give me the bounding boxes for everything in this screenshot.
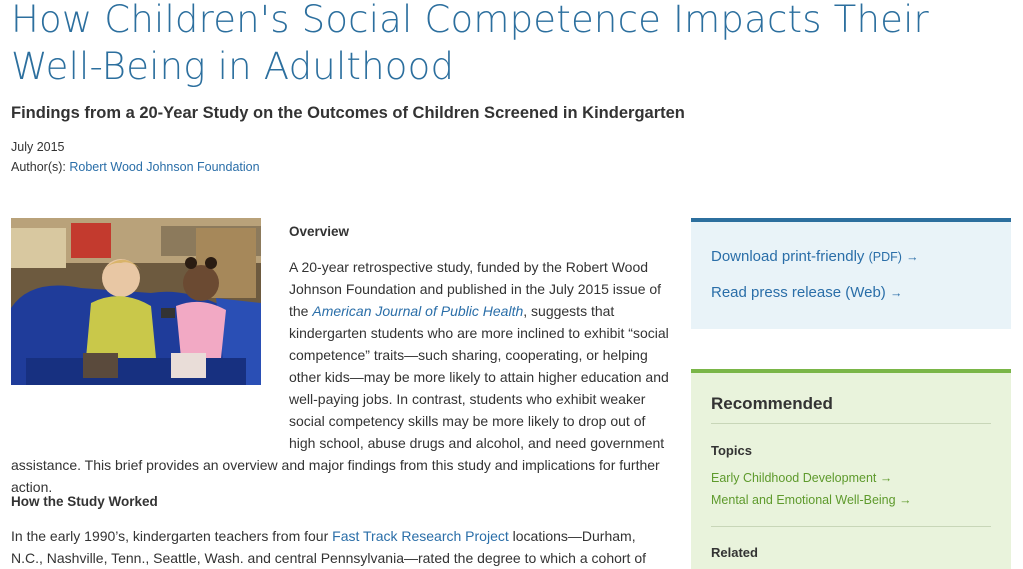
arrow-right-icon: →: [899, 493, 912, 507]
topics-label: Topics: [711, 443, 752, 458]
divider: [711, 526, 991, 527]
topic-link-early-childhood[interactable]: [711, 471, 892, 485]
topic-label: Early Childhood Development: [711, 471, 877, 485]
arrow-right-icon: →: [906, 250, 919, 264]
journal-link[interactable]: American Journal of Public Health: [312, 303, 524, 319]
topic-link-mental-wellbeing[interactable]: [711, 493, 912, 507]
download-format: (PDF): [868, 250, 902, 264]
fast-track-link[interactable]: Fast Track Research Project: [332, 528, 509, 544]
divider: [711, 423, 991, 424]
overview-heading: Overview: [289, 224, 350, 239]
overview-text-start: A 20-year retrospective study, funded by the Robert Wood Johnson Foundation and published in the July 2015 issue of the: [289, 259, 662, 319]
authors-line: [11, 160, 260, 174]
related-label: Related: [711, 545, 758, 560]
overview-text-end: , suggests that kindergarten students who are more inclined to exhibit “social competence” traits—such sharing, cooperating, or helping other kids—may be more likely to attain higher education and well-paying jobs. In contrast, students who exhibit weaker social competency skills may be more likely to drop out of high school, abuse drugs and alcohol, and need government assistance. This brief provides an overview and major findings from this study and implications for further action.: [11, 303, 669, 495]
how-study-worked-heading: How the Study Worked: [11, 494, 158, 509]
topic-label: Mental and Emotional Well-Being: [711, 493, 896, 507]
arrow-right-icon: →: [889, 286, 903, 300]
recommended-title: Recommended: [711, 394, 833, 413]
press-release-link[interactable]: [711, 284, 902, 301]
recommended-box: [691, 369, 1011, 569]
press-label: Read press release (Web): [711, 284, 886, 301]
how-text-end: locations—Durham, N.C., Nashville, Tenn., Seattle, Wash. and central Pennsylvania—rated the degree to which a cohort of: [11, 528, 647, 566]
how-study-paragraph: [11, 525, 671, 569]
overview-paragraph: [11, 256, 671, 498]
download-label: Download print-friendly: [711, 248, 865, 265]
author-link[interactable]: Robert Wood Johnson Foundation: [69, 160, 260, 174]
arrow-right-icon: →: [879, 471, 893, 485]
page-title: How Children's Social Competence Impacts Their Well-Being in Adulthood: [11, 0, 929, 88]
authors-label: Author(s):: [11, 160, 66, 174]
downloads-box: [691, 218, 1011, 329]
how-text-start: In the early 1990’s, kindergarten teachers from four: [11, 528, 333, 544]
download-pdf-link[interactable]: [711, 248, 919, 265]
publish-date: July 2015: [11, 140, 65, 154]
image-float-spacer: [11, 256, 289, 434]
page-subtitle: Findings from a 20-Year Study on the Outcomes of Children Screened in Kindergarten: [11, 104, 685, 122]
